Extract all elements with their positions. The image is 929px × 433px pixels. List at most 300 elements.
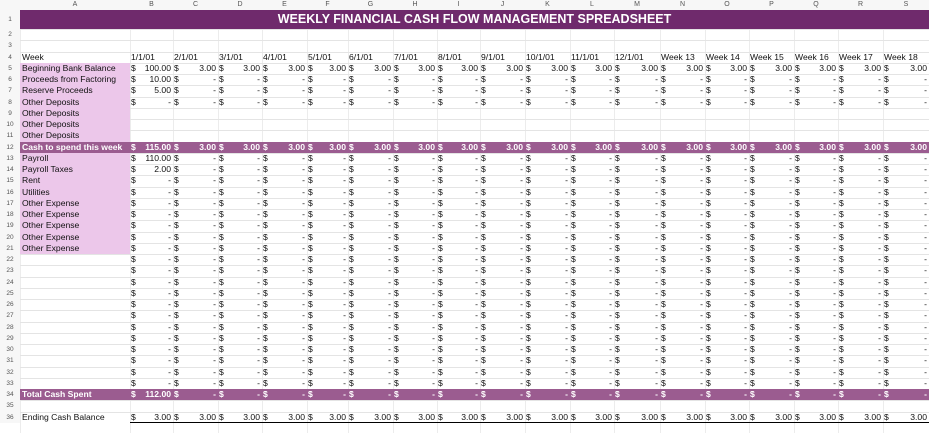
cell-r26-8[interactable] xyxy=(437,299,480,310)
cell-r8-4[interactable] xyxy=(262,97,307,108)
cell-r32-4[interactable] xyxy=(262,367,307,378)
cell-r6-12[interactable] xyxy=(614,74,660,85)
cell-r16-7[interactable] xyxy=(393,187,437,198)
cell-r23-8[interactable] xyxy=(437,265,480,276)
cell-r18-5[interactable] xyxy=(307,209,348,220)
cell-r7-13[interactable] xyxy=(660,85,705,96)
cell-r13-7[interactable] xyxy=(393,153,437,164)
cell-r22-3[interactable] xyxy=(218,254,262,265)
cell-r33-3[interactable] xyxy=(218,378,262,389)
column-header-r[interactable]: R xyxy=(838,0,883,10)
row-header-2[interactable]: 2 xyxy=(0,29,20,40)
cell-r33-13[interactable] xyxy=(660,378,705,389)
cell-r20-16[interactable] xyxy=(794,232,838,243)
cell-r24-16[interactable] xyxy=(794,277,838,288)
cell-r18-13[interactable] xyxy=(660,209,705,220)
cell-r20-13[interactable] xyxy=(660,232,705,243)
cell-r24-8[interactable] xyxy=(437,277,480,288)
cell-r14-5[interactable] xyxy=(307,164,348,175)
cell-r7-15[interactable] xyxy=(749,85,794,96)
row-label-19[interactable]: Other Expense xyxy=(20,220,130,231)
cell-r5-14[interactable] xyxy=(705,63,749,74)
cell-r24-12[interactable] xyxy=(614,277,660,288)
cell-r6-11[interactable] xyxy=(570,74,614,85)
cell-r28-8[interactable] xyxy=(437,322,480,333)
cell-r14-15[interactable] xyxy=(749,164,794,175)
row-label-21[interactable]: Other Expense xyxy=(20,243,130,254)
cell-r33-5[interactable] xyxy=(307,378,348,389)
cell-r8-11[interactable] xyxy=(570,97,614,108)
cell-r30-5[interactable] xyxy=(307,344,348,355)
cell-r19-3[interactable] xyxy=(218,220,262,231)
cell-r31-14[interactable] xyxy=(705,355,749,366)
cell-r5-7[interactable] xyxy=(393,63,437,74)
cell-r7-17[interactable] xyxy=(838,85,883,96)
row-header-16[interactable]: 16 xyxy=(0,187,20,198)
cell-r27-6[interactable] xyxy=(348,310,393,321)
cell-r36-10[interactable] xyxy=(525,412,570,423)
cell-r14-13[interactable] xyxy=(660,164,705,175)
row-header-34[interactable]: 34 xyxy=(0,389,20,400)
cell-r31-5[interactable] xyxy=(307,355,348,366)
row-label-36[interactable]: Ending Cash Balance xyxy=(22,411,105,422)
cell-r30-7[interactable] xyxy=(393,344,437,355)
row-label-32[interactable] xyxy=(20,367,130,378)
week-header-2[interactable]: 2/1/01 xyxy=(174,51,198,62)
cell-r22-9[interactable] xyxy=(480,254,525,265)
cell-r33-17[interactable] xyxy=(838,378,883,389)
cell-r33-7[interactable] xyxy=(393,378,437,389)
cell-r24-10[interactable] xyxy=(525,277,570,288)
cell-r27-17[interactable] xyxy=(838,310,883,321)
cell-r31-18[interactable] xyxy=(883,355,929,366)
cell-r12-8[interactable] xyxy=(437,142,480,153)
cell-r14-2[interactable] xyxy=(173,164,218,175)
cell-r34-18[interactable] xyxy=(883,389,929,400)
cell-r19-16[interactable] xyxy=(794,220,838,231)
cell-r16-2[interactable] xyxy=(173,187,218,198)
cell-r27-9[interactable] xyxy=(480,310,525,321)
cell-r33-12[interactable] xyxy=(614,378,660,389)
row-header-27[interactable]: 27 xyxy=(0,310,20,321)
cell-r28-3[interactable] xyxy=(218,322,262,333)
cell-r22-15[interactable] xyxy=(749,254,794,265)
row-header-17[interactable]: 17 xyxy=(0,198,20,209)
cell-r26-6[interactable] xyxy=(348,299,393,310)
cell-r15-15[interactable] xyxy=(749,175,794,186)
cell-r34-11[interactable] xyxy=(570,389,614,400)
row-header-19[interactable]: 19 xyxy=(0,220,20,231)
cell-r24-11[interactable] xyxy=(570,277,614,288)
cell-r23-7[interactable] xyxy=(393,265,437,276)
cell-r27-18[interactable] xyxy=(883,310,929,321)
column-header-d[interactable]: D xyxy=(218,0,262,10)
cell-r36-3[interactable] xyxy=(218,412,262,423)
cell-r6-3[interactable] xyxy=(218,74,262,85)
cell-r5-13[interactable] xyxy=(660,63,705,74)
cell-r32-16[interactable] xyxy=(794,367,838,378)
cell-r13-4[interactable] xyxy=(262,153,307,164)
cell-r8-5[interactable] xyxy=(307,97,348,108)
cell-r26-4[interactable] xyxy=(262,299,307,310)
cell-r30-10[interactable] xyxy=(525,344,570,355)
cell-r12-10[interactable] xyxy=(525,142,570,153)
cell-r30-13[interactable] xyxy=(660,344,705,355)
week-header-15[interactable]: Week 15 xyxy=(750,51,784,62)
row-label-27[interactable] xyxy=(20,310,130,321)
cell-r24-5[interactable] xyxy=(307,277,348,288)
cell-r29-6[interactable] xyxy=(348,333,393,344)
cell-r14-4[interactable] xyxy=(262,164,307,175)
cell-r24-9[interactable] xyxy=(480,277,525,288)
cell-r16-13[interactable] xyxy=(660,187,705,198)
cell-r27-2[interactable] xyxy=(173,310,218,321)
cell-r13-12[interactable] xyxy=(614,153,660,164)
cell-r25-4[interactable] xyxy=(262,288,307,299)
cell-r13-17[interactable] xyxy=(838,153,883,164)
cell-r22-11[interactable] xyxy=(570,254,614,265)
row-label-13[interactable]: Payroll xyxy=(20,153,130,164)
cell-r36-14[interactable] xyxy=(705,412,749,423)
cell-r33-10[interactable] xyxy=(525,378,570,389)
cell-r20-7[interactable] xyxy=(393,232,437,243)
cell-r17-15[interactable] xyxy=(749,198,794,209)
row-header-28[interactable]: 28 xyxy=(0,322,20,333)
cell-r13-13[interactable] xyxy=(660,153,705,164)
cell-r16-11[interactable] xyxy=(570,187,614,198)
row-label-20[interactable]: Other Expense xyxy=(20,232,130,243)
cell-r34-13[interactable] xyxy=(660,389,705,400)
cell-r29-2[interactable] xyxy=(173,333,218,344)
row-header-25[interactable]: 25 xyxy=(0,288,20,299)
column-header-s[interactable]: S xyxy=(883,0,929,10)
cell-r21-12[interactable] xyxy=(614,243,660,254)
column-header-f[interactable]: F xyxy=(307,0,348,10)
cell-r28-14[interactable] xyxy=(705,322,749,333)
cell-r26-14[interactable] xyxy=(705,299,749,310)
cell-r18-8[interactable] xyxy=(437,209,480,220)
cell-r15-4[interactable] xyxy=(262,175,307,186)
cell-r30-9[interactable] xyxy=(480,344,525,355)
cell-r32-17[interactable] xyxy=(838,367,883,378)
cell-r6-1[interactable] xyxy=(130,74,173,85)
cell-r19-1[interactable] xyxy=(130,220,173,231)
cell-r29-13[interactable] xyxy=(660,333,705,344)
cell-r17-8[interactable] xyxy=(437,198,480,209)
cell-r30-12[interactable] xyxy=(614,344,660,355)
row-header-32[interactable]: 32 xyxy=(0,367,20,378)
column-header-h[interactable]: H xyxy=(393,0,437,10)
cell-r5-11[interactable] xyxy=(570,63,614,74)
cell-r27-10[interactable] xyxy=(525,310,570,321)
cell-r26-10[interactable] xyxy=(525,299,570,310)
cell-r34-9[interactable] xyxy=(480,389,525,400)
cell-r19-10[interactable] xyxy=(525,220,570,231)
cell-r18-3[interactable] xyxy=(218,209,262,220)
row-label-24[interactable] xyxy=(20,277,130,288)
cell-r31-6[interactable] xyxy=(348,355,393,366)
cell-r30-6[interactable] xyxy=(348,344,393,355)
row-header-31[interactable]: 31 xyxy=(0,355,20,366)
cell-r29-16[interactable] xyxy=(794,333,838,344)
cell-r12-5[interactable] xyxy=(307,142,348,153)
cell-r6-7[interactable] xyxy=(393,74,437,85)
row-header-13[interactable]: 13 xyxy=(0,153,20,164)
row-header-36[interactable]: 36 xyxy=(0,412,20,423)
cell-r28-5[interactable] xyxy=(307,322,348,333)
column-header-l[interactable]: L xyxy=(570,0,614,10)
cell-r32-11[interactable] xyxy=(570,367,614,378)
cell-r26-9[interactable] xyxy=(480,299,525,310)
cell-r12-3[interactable] xyxy=(218,142,262,153)
cell-r17-5[interactable] xyxy=(307,198,348,209)
cell-r33-18[interactable] xyxy=(883,378,929,389)
cell-r27-5[interactable] xyxy=(307,310,348,321)
cell-r32-18[interactable] xyxy=(883,367,929,378)
cell-r21-5[interactable] xyxy=(307,243,348,254)
select-all-corner[interactable] xyxy=(0,0,20,10)
cell-r19-13[interactable] xyxy=(660,220,705,231)
cell-r15-2[interactable] xyxy=(173,175,218,186)
cell-r12-17[interactable] xyxy=(838,142,883,153)
cell-r36-7[interactable] xyxy=(393,412,437,423)
cell-r36-2[interactable] xyxy=(173,412,218,423)
cell-r28-6[interactable] xyxy=(348,322,393,333)
week-header-1[interactable]: 1/1/01 xyxy=(131,51,155,62)
cell-r27-12[interactable] xyxy=(614,310,660,321)
cell-r21-11[interactable] xyxy=(570,243,614,254)
cell-r36-15[interactable] xyxy=(749,412,794,423)
row-label-25[interactable] xyxy=(20,288,130,299)
cell-r25-11[interactable] xyxy=(570,288,614,299)
week-header-14[interactable]: Week 14 xyxy=(706,51,740,62)
row-header-20[interactable]: 20 xyxy=(0,232,20,243)
cell-r14-17[interactable] xyxy=(838,164,883,175)
cell-r31-2[interactable] xyxy=(173,355,218,366)
cell-r32-12[interactable] xyxy=(614,367,660,378)
cell-r34-12[interactable] xyxy=(614,389,660,400)
cell-r19-9[interactable] xyxy=(480,220,525,231)
cell-r12-15[interactable] xyxy=(749,142,794,153)
row-header-30[interactable]: 30 xyxy=(0,344,20,355)
cell-r13-18[interactable] xyxy=(883,153,929,164)
cell-r26-3[interactable] xyxy=(218,299,262,310)
row-header-33[interactable]: 33 xyxy=(0,378,20,389)
row-label-31[interactable] xyxy=(20,355,130,366)
cell-r7-7[interactable] xyxy=(393,85,437,96)
row-label-33[interactable] xyxy=(20,378,130,389)
cell-r16-10[interactable] xyxy=(525,187,570,198)
cell-r32-3[interactable] xyxy=(218,367,262,378)
cell-r17-4[interactable] xyxy=(262,198,307,209)
week-header-18[interactable]: Week 18 xyxy=(884,51,918,62)
row-label-10[interactable]: Other Deposits xyxy=(20,119,130,130)
cell-r17-13[interactable] xyxy=(660,198,705,209)
cell-r18-14[interactable] xyxy=(705,209,749,220)
row-label-34[interactable]: Total Cash Spent xyxy=(22,389,92,399)
cell-r19-15[interactable] xyxy=(749,220,794,231)
cell-r22-17[interactable] xyxy=(838,254,883,265)
cell-r20-11[interactable] xyxy=(570,232,614,243)
cell-r24-6[interactable] xyxy=(348,277,393,288)
cell-r15-7[interactable] xyxy=(393,175,437,186)
cell-r15-5[interactable] xyxy=(307,175,348,186)
cell-r23-6[interactable] xyxy=(348,265,393,276)
week-header-5[interactable]: 5/1/01 xyxy=(308,51,332,62)
cell-r30-1[interactable] xyxy=(130,344,173,355)
cell-r36-6[interactable] xyxy=(348,412,393,423)
cell-r29-9[interactable] xyxy=(480,333,525,344)
cell-r36-4[interactable] xyxy=(262,412,307,423)
cell-r22-10[interactable] xyxy=(525,254,570,265)
cell-r16-6[interactable] xyxy=(348,187,393,198)
cell-r24-4[interactable] xyxy=(262,277,307,288)
cell-r8-7[interactable] xyxy=(393,97,437,108)
cell-r32-13[interactable] xyxy=(660,367,705,378)
cell-r20-8[interactable] xyxy=(437,232,480,243)
cell-r22-5[interactable] xyxy=(307,254,348,265)
cell-r16-4[interactable] xyxy=(262,187,307,198)
cell-r36-17[interactable] xyxy=(838,412,883,423)
cell-r19-18[interactable] xyxy=(883,220,929,231)
cell-r7-3[interactable] xyxy=(218,85,262,96)
cell-r21-14[interactable] xyxy=(705,243,749,254)
cell-r34-3[interactable] xyxy=(218,389,262,400)
cell-r19-12[interactable] xyxy=(614,220,660,231)
cell-r16-3[interactable] xyxy=(218,187,262,198)
week-header-10[interactable]: 10/1/01 xyxy=(526,51,555,62)
cell-r24-13[interactable] xyxy=(660,277,705,288)
column-header-i[interactable]: I xyxy=(437,0,480,10)
row-label-18[interactable]: Other Expense xyxy=(20,209,130,220)
cell-r34-5[interactable] xyxy=(307,389,348,400)
cell-r17-1[interactable] xyxy=(130,198,173,209)
cell-r25-14[interactable] xyxy=(705,288,749,299)
cell-r25-17[interactable] xyxy=(838,288,883,299)
row-header-5[interactable]: 5 xyxy=(0,63,20,74)
cell-r29-1[interactable] xyxy=(130,333,173,344)
row-label-26[interactable] xyxy=(20,299,130,310)
cell-r27-7[interactable] xyxy=(393,310,437,321)
cell-r16-18[interactable] xyxy=(883,187,929,198)
cell-r33-14[interactable] xyxy=(705,378,749,389)
cell-r22-4[interactable] xyxy=(262,254,307,265)
cell-r27-1[interactable] xyxy=(130,310,173,321)
cell-r26-5[interactable] xyxy=(307,299,348,310)
cell-r30-2[interactable] xyxy=(173,344,218,355)
cell-r27-8[interactable] xyxy=(437,310,480,321)
cell-r8-1[interactable] xyxy=(130,97,173,108)
cell-r32-6[interactable] xyxy=(348,367,393,378)
cell-r19-5[interactable] xyxy=(307,220,348,231)
week-header-label[interactable]: Week xyxy=(22,51,44,62)
cell-r27-13[interactable] xyxy=(660,310,705,321)
row-label-16[interactable]: Utilities xyxy=(20,187,130,198)
row-header-3[interactable]: 3 xyxy=(0,40,20,51)
cell-r16-14[interactable] xyxy=(705,187,749,198)
cell-r15-9[interactable] xyxy=(480,175,525,186)
cell-r5-10[interactable] xyxy=(525,63,570,74)
cell-r12-12[interactable] xyxy=(614,142,660,153)
cell-r23-16[interactable] xyxy=(794,265,838,276)
cell-r17-12[interactable] xyxy=(614,198,660,209)
cell-r30-15[interactable] xyxy=(749,344,794,355)
cell-r6-15[interactable] xyxy=(749,74,794,85)
row-header-18[interactable]: 18 xyxy=(0,209,20,220)
cell-r21-2[interactable] xyxy=(173,243,218,254)
cell-r17-17[interactable] xyxy=(838,198,883,209)
cell-r18-4[interactable] xyxy=(262,209,307,220)
cell-r30-16[interactable] xyxy=(794,344,838,355)
cell-r31-9[interactable] xyxy=(480,355,525,366)
cell-r26-11[interactable] xyxy=(570,299,614,310)
cell-r21-10[interactable] xyxy=(525,243,570,254)
cell-r13-16[interactable] xyxy=(794,153,838,164)
cell-r28-18[interactable] xyxy=(883,322,929,333)
cell-r13-2[interactable] xyxy=(173,153,218,164)
cell-r22-2[interactable] xyxy=(173,254,218,265)
cell-r16-5[interactable] xyxy=(307,187,348,198)
cell-r25-8[interactable] xyxy=(437,288,480,299)
cell-r34-4[interactable] xyxy=(262,389,307,400)
cell-r36-11[interactable] xyxy=(570,412,614,423)
cell-r18-2[interactable] xyxy=(173,209,218,220)
cell-r21-9[interactable] xyxy=(480,243,525,254)
cell-r14-16[interactable] xyxy=(794,164,838,175)
cell-r15-18[interactable] xyxy=(883,175,929,186)
cell-r24-15[interactable] xyxy=(749,277,794,288)
cell-r23-4[interactable] xyxy=(262,265,307,276)
row-label-14[interactable]: Payroll Taxes xyxy=(20,164,130,175)
cell-r16-16[interactable] xyxy=(794,187,838,198)
cell-r12-4[interactable] xyxy=(262,142,307,153)
row-label-28[interactable] xyxy=(20,322,130,333)
cell-r15-12[interactable] xyxy=(614,175,660,186)
cell-r34-10[interactable] xyxy=(525,389,570,400)
cell-r33-15[interactable] xyxy=(749,378,794,389)
cell-r13-15[interactable] xyxy=(749,153,794,164)
row-header-35[interactable]: 35 xyxy=(0,400,20,411)
cell-r16-9[interactable] xyxy=(480,187,525,198)
cell-r17-2[interactable] xyxy=(173,198,218,209)
cell-r16-12[interactable] xyxy=(614,187,660,198)
cell-r23-1[interactable] xyxy=(130,265,173,276)
cell-r6-9[interactable] xyxy=(480,74,525,85)
cell-r29-5[interactable] xyxy=(307,333,348,344)
row-label-29[interactable] xyxy=(20,333,130,344)
cell-r28-15[interactable] xyxy=(749,322,794,333)
cell-r33-16[interactable] xyxy=(794,378,838,389)
cell-r34-7[interactable] xyxy=(393,389,437,400)
cell-r26-17[interactable] xyxy=(838,299,883,310)
cell-r22-1[interactable] xyxy=(130,254,173,265)
cell-r6-10[interactable] xyxy=(525,74,570,85)
cell-r8-3[interactable] xyxy=(218,97,262,108)
week-header-17[interactable]: Week 17 xyxy=(839,51,873,62)
cell-r15-13[interactable] xyxy=(660,175,705,186)
week-header-13[interactable]: Week 13 xyxy=(661,51,695,62)
cell-r32-9[interactable] xyxy=(480,367,525,378)
cell-r7-16[interactable] xyxy=(794,85,838,96)
cell-r15-11[interactable] xyxy=(570,175,614,186)
cell-r32-10[interactable] xyxy=(525,367,570,378)
cell-r5-12[interactable] xyxy=(614,63,660,74)
cell-r24-7[interactable] xyxy=(393,277,437,288)
cell-r8-12[interactable] xyxy=(614,97,660,108)
cell-r14-7[interactable] xyxy=(393,164,437,175)
cell-r24-14[interactable] xyxy=(705,277,749,288)
cell-r27-15[interactable] xyxy=(749,310,794,321)
